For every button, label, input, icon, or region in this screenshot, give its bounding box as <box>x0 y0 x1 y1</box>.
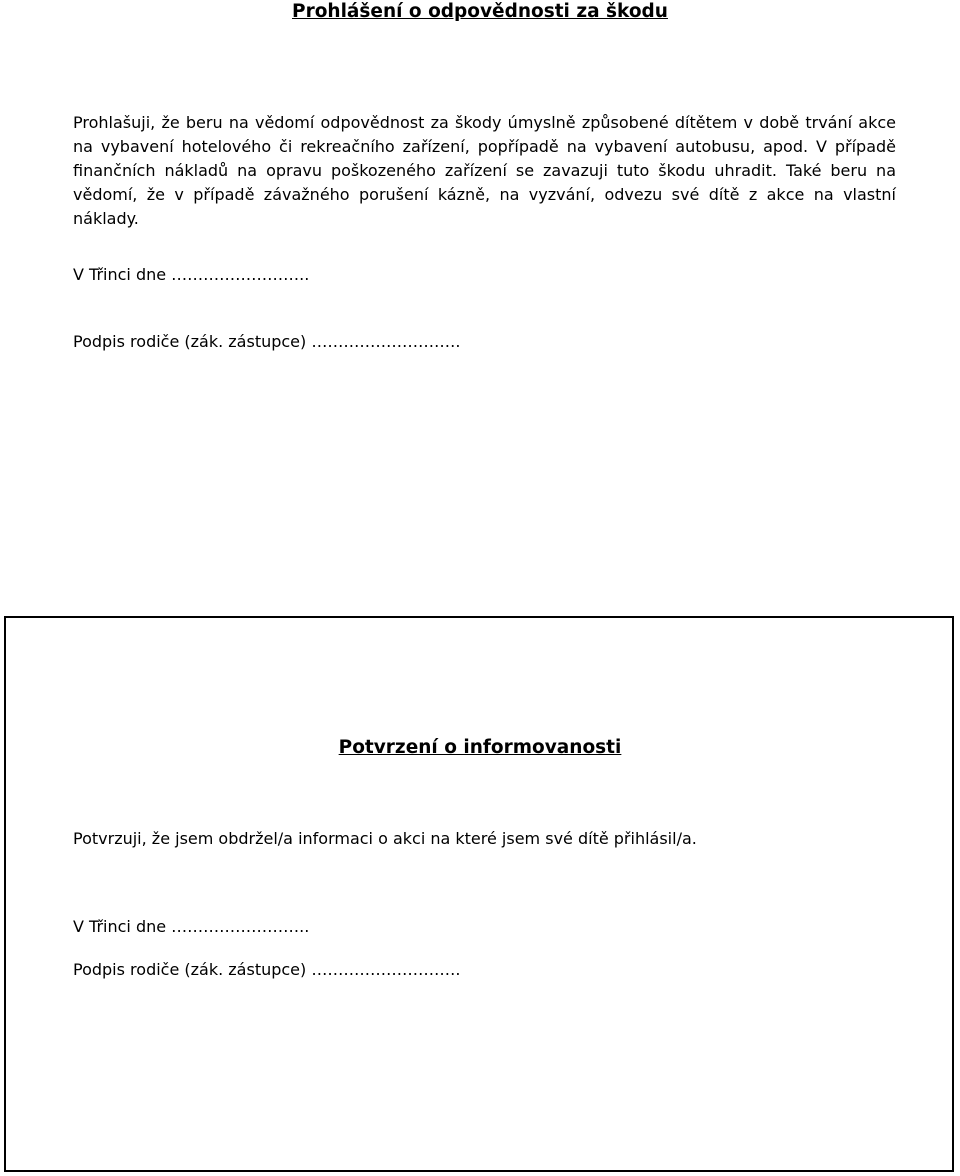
confirmation-box <box>4 616 954 1172</box>
declaration-place-date: V Třinci dne …………………….. <box>73 265 310 284</box>
confirmation-place-date: V Třinci dne …………………….. <box>73 917 310 936</box>
confirmation-title: Potvrzení o informovanosti <box>338 737 622 758</box>
declaration-title: Prohlášení o odpovědnosti za škodu <box>292 1 668 22</box>
declaration-body: Prohlašuji, že beru na vědomí odpovědnost za škody úmyslně způsobené dítětem v době trvání akce na vybavení hotelového či rekreačního zařízení, popřípadě na vybavení autobusu, apod. V případě finančních nákladů na opravu poškozeného zařízení se zavazuji tuto škodu uhradit. Také beru na vědomí, že v případě závažného porušení kázně, na vyzvání, odvezu své dítě z akce na vlastní náklady. <box>73 113 896 228</box>
declaration-signature: Podpis rodiče (zák. zástupce) ………………………. <box>73 332 461 351</box>
confirmation-body: Potvrzuji, že jsem obdržel/a informaci o akci na které jsem své dítě přihlásil/a. <box>73 829 697 848</box>
confirmation-signature: Podpis rodiče (zák. zástupce) ………………………. <box>73 960 461 979</box>
